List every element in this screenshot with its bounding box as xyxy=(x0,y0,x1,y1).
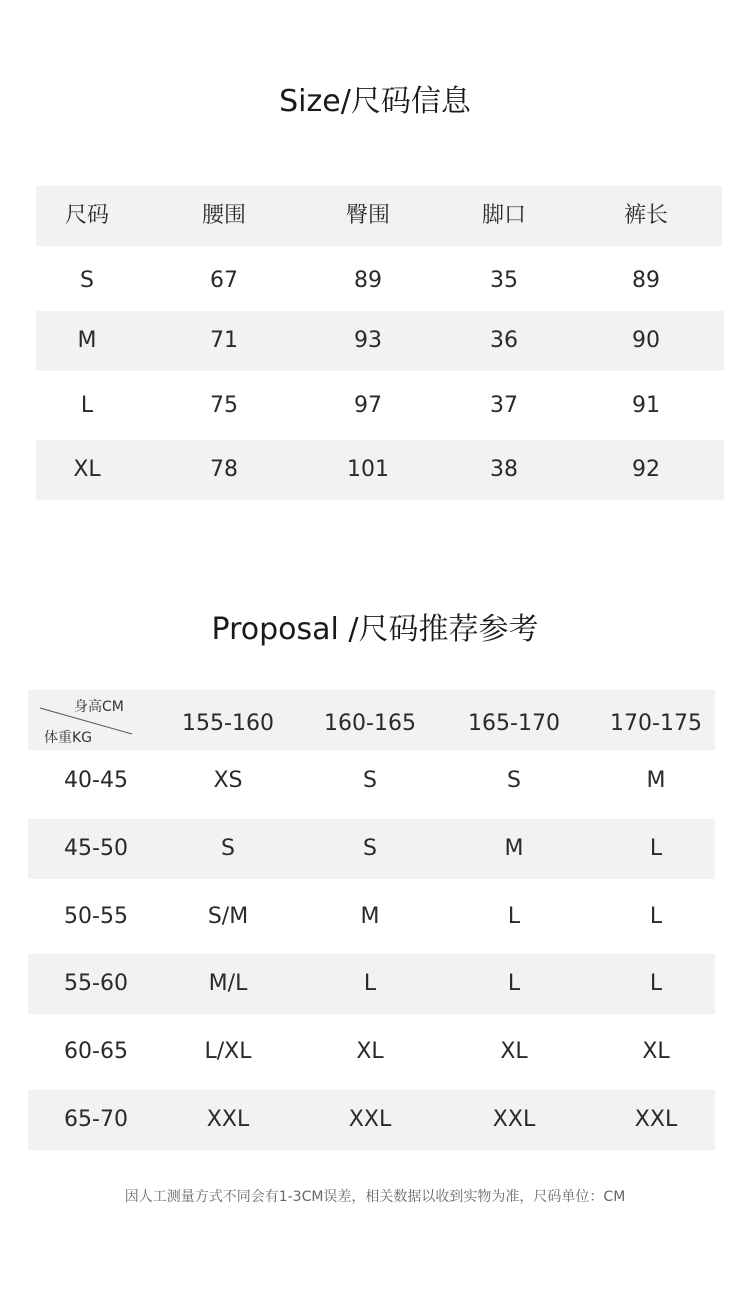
table-row xyxy=(28,1090,715,1150)
height-header: 165-170 xyxy=(468,711,560,736)
recommended-size-cell: XXL xyxy=(634,1107,678,1132)
size-cell: 91 xyxy=(632,393,660,418)
height-header: 155-160 xyxy=(182,711,274,736)
recommended-size-cell: M xyxy=(504,836,524,861)
recommended-size-cell: L xyxy=(649,836,663,861)
size-cell: 71 xyxy=(210,328,238,353)
weight-range-cell: 50-55 xyxy=(64,904,128,929)
weight-range-cell: 45-50 xyxy=(64,836,128,861)
size-cell: S xyxy=(80,268,94,293)
size-cell: L xyxy=(80,393,94,418)
size-cell: 38 xyxy=(490,457,518,482)
table-row xyxy=(28,751,715,811)
height-header: 170-175 xyxy=(610,711,702,736)
corner-header-cell xyxy=(28,690,158,750)
recommended-size-cell: L xyxy=(363,971,377,996)
size-cell: 97 xyxy=(354,393,382,418)
recommended-size-cell: S xyxy=(363,836,377,861)
size-cell: 93 xyxy=(354,328,382,353)
table-row xyxy=(36,376,724,436)
measurement-note: 因人工测量方式不同会有1-3CM误差，相关数据以收到实物为准，尺码单位：CM xyxy=(124,1189,626,1205)
recommended-size-cell: M xyxy=(360,904,380,929)
table-row xyxy=(28,819,715,879)
size-header-waist: 腰围 xyxy=(201,203,246,228)
recommended-size-cell: M xyxy=(646,768,666,793)
table-row xyxy=(28,1022,715,1082)
proposal-section-title: Proposal /尺码推荐参考 xyxy=(211,612,539,647)
size-header-length: 裤长 xyxy=(623,203,668,228)
size-cell: 75 xyxy=(210,393,238,418)
recommended-size-cell: L xyxy=(649,971,663,996)
size-cell: 89 xyxy=(354,268,382,293)
table-row xyxy=(36,311,724,371)
table-row xyxy=(36,440,724,500)
size-section-title: Size/尺码信息 xyxy=(279,84,471,119)
recommended-size-cell: S xyxy=(507,768,521,793)
recommended-size-cell: XXL xyxy=(206,1107,250,1132)
table-row xyxy=(28,954,715,1014)
size-header-size: 尺码 xyxy=(64,203,109,228)
recommended-size-cell: S xyxy=(221,836,235,861)
size-cell: 92 xyxy=(632,457,660,482)
weight-range-cell: 65-70 xyxy=(64,1107,128,1132)
recommended-size-cell: L/XL xyxy=(204,1039,252,1064)
recommended-size-cell: S/M xyxy=(207,904,249,929)
recommended-size-cell: XL xyxy=(642,1039,670,1064)
recommended-size-cell: L xyxy=(649,904,663,929)
proposal-table-header-row xyxy=(28,690,715,750)
size-cell: M xyxy=(77,328,97,353)
recommended-size-cell: L xyxy=(507,904,521,929)
size-header-leg-opening: 脚口 xyxy=(481,203,526,228)
height-axis-label: 身高CM xyxy=(74,699,124,715)
recommended-size-cell: XL xyxy=(356,1039,384,1064)
recommended-size-cell: XL xyxy=(500,1039,528,1064)
recommended-size-cell: L xyxy=(507,971,521,996)
size-cell: 89 xyxy=(632,268,660,293)
recommended-size-cell: M/L xyxy=(208,971,248,996)
recommended-size-cell: XXL xyxy=(492,1107,536,1132)
size-cell: XL xyxy=(73,457,101,482)
size-header-hip: 臀围 xyxy=(345,203,390,228)
size-cell: 101 xyxy=(347,457,389,482)
table-row xyxy=(36,251,724,311)
weight-range-cell: 40-45 xyxy=(64,768,128,793)
weight-range-cell: 55-60 xyxy=(64,971,128,996)
size-cell: 36 xyxy=(490,328,518,353)
recommended-size-cell: XS xyxy=(213,768,243,793)
size-cell: 78 xyxy=(210,457,238,482)
table-row xyxy=(28,887,715,947)
size-cell: 35 xyxy=(490,268,518,293)
recommended-size-cell: XXL xyxy=(348,1107,392,1132)
size-table-header-row xyxy=(36,186,722,246)
weight-axis-label: 体重KG xyxy=(44,730,93,746)
height-header: 160-165 xyxy=(324,711,416,736)
size-cell: 67 xyxy=(210,268,238,293)
weight-range-cell: 60-65 xyxy=(64,1039,128,1064)
size-cell: 37 xyxy=(490,393,518,418)
recommended-size-cell: S xyxy=(363,768,377,793)
size-cell: 90 xyxy=(632,328,660,353)
